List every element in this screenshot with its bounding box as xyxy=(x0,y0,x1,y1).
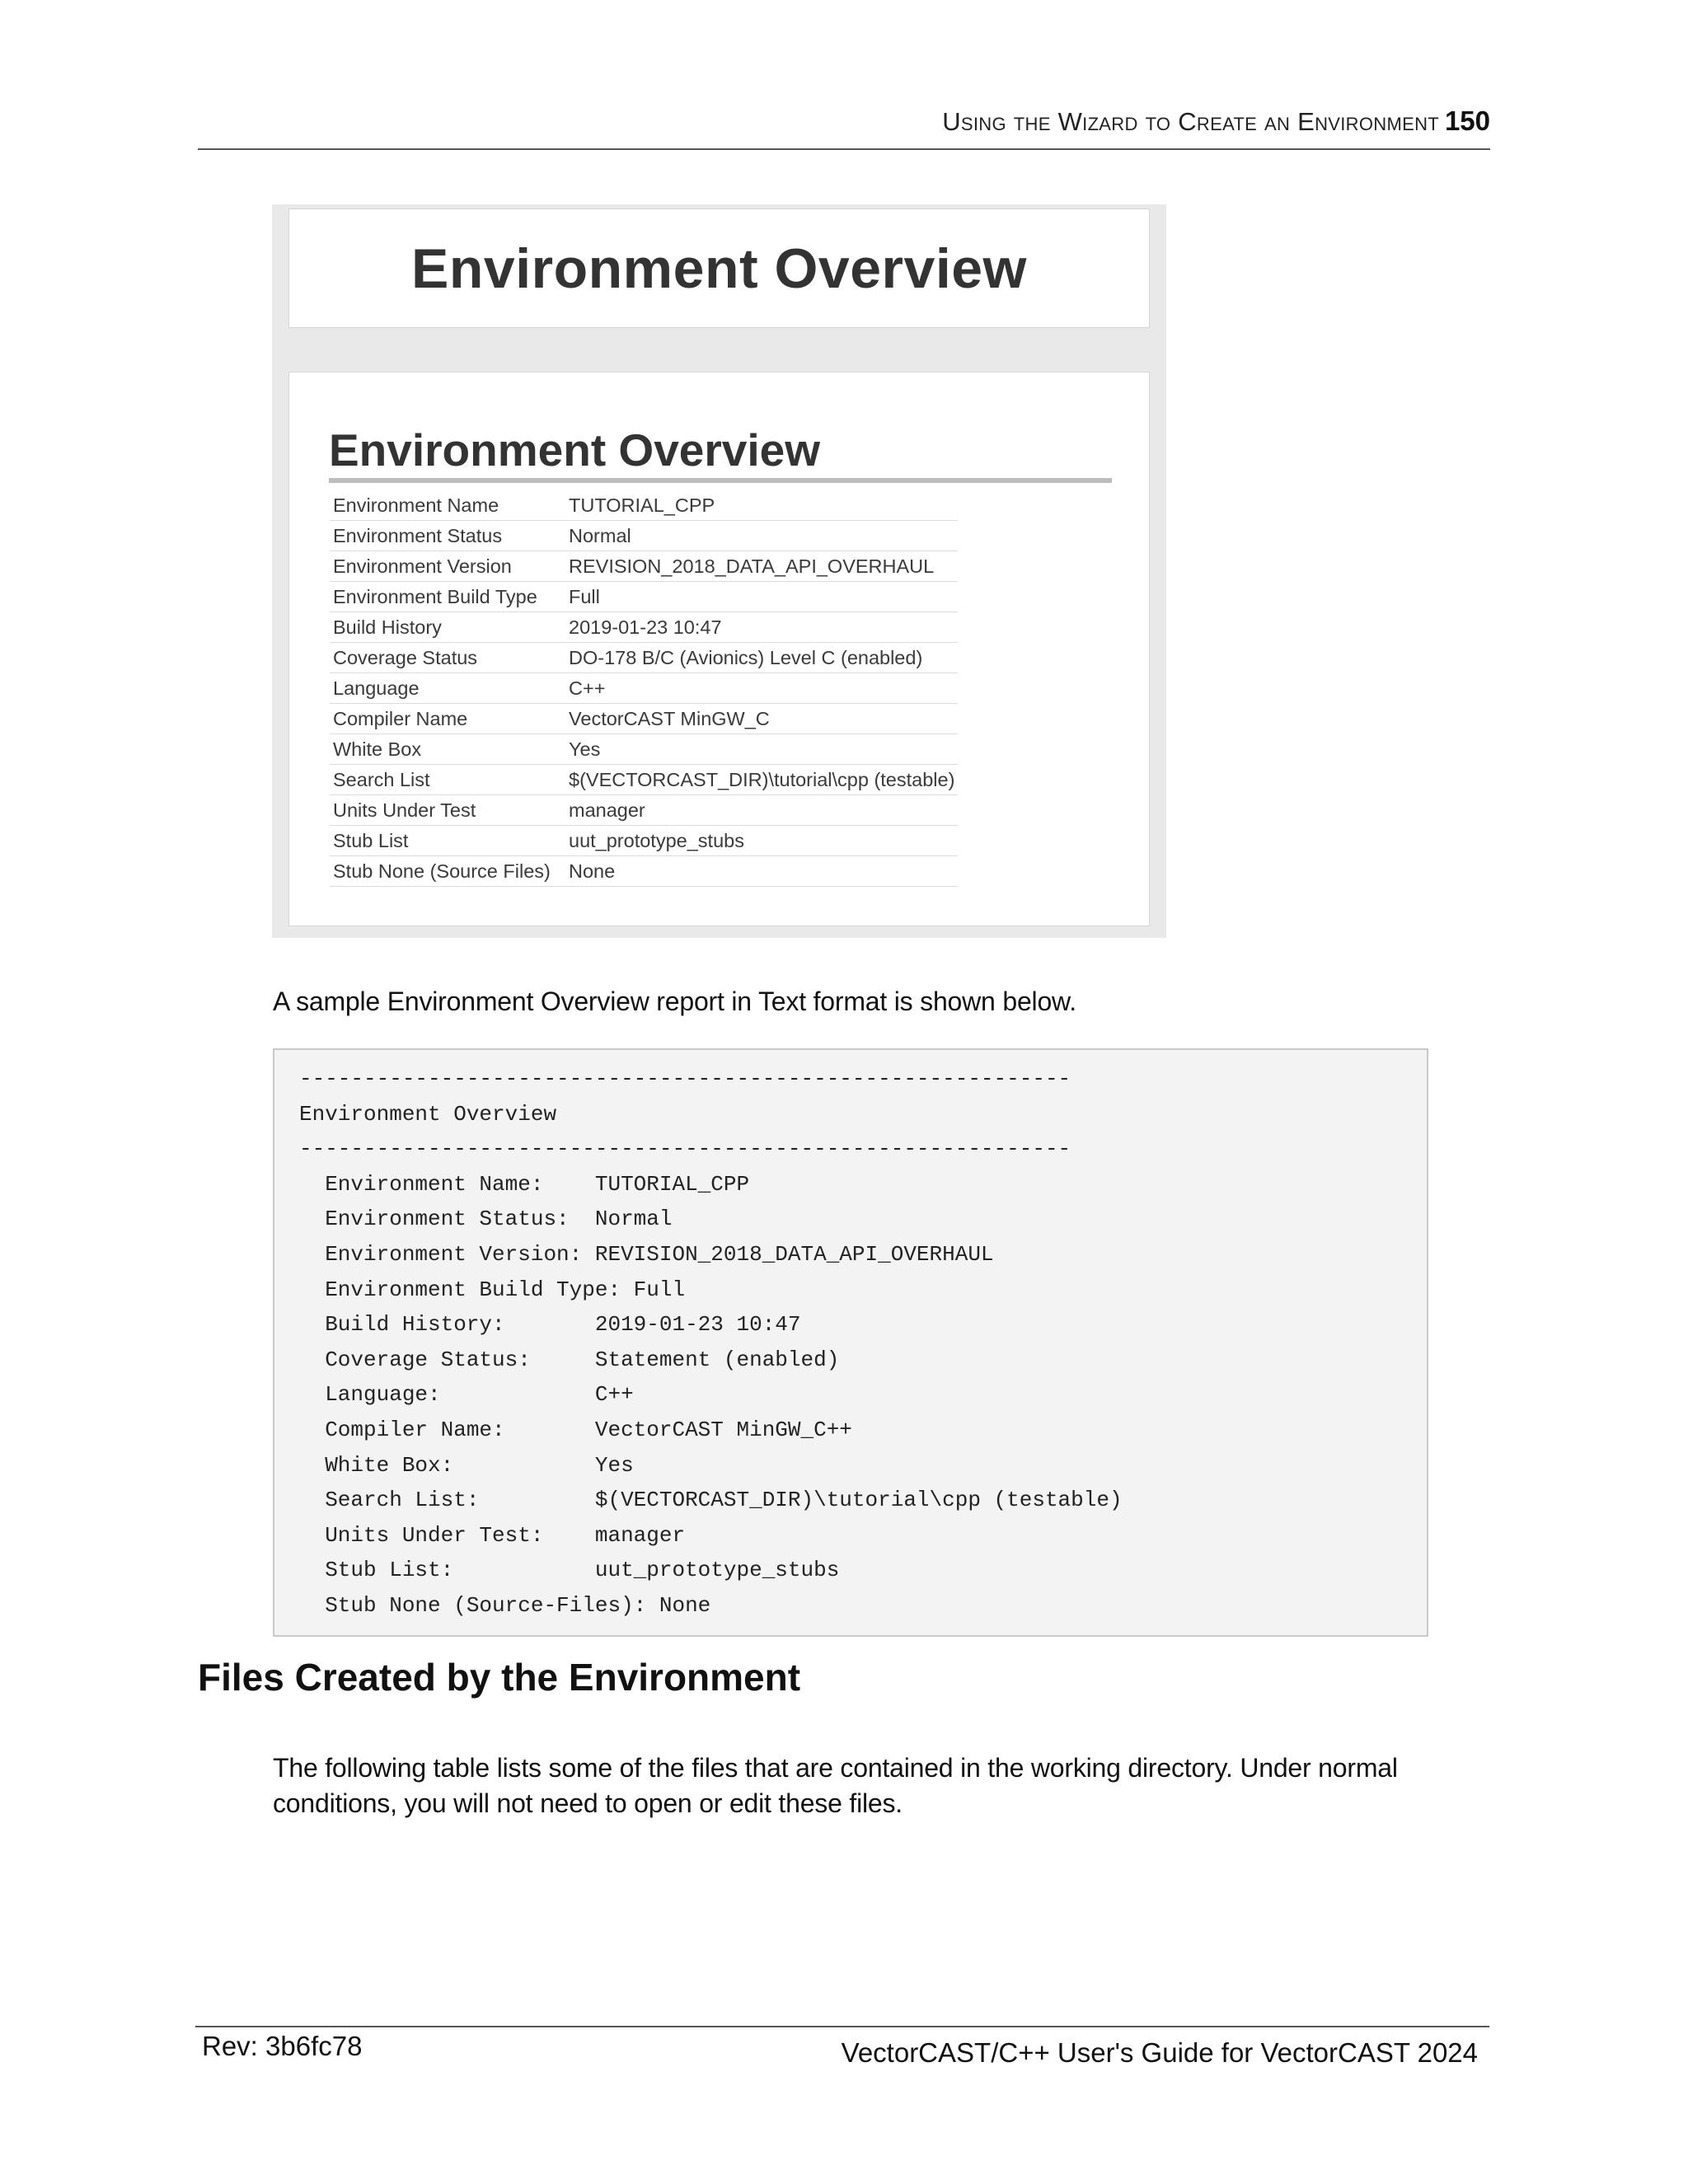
report-screenshot xyxy=(272,204,1166,938)
report-row xyxy=(330,826,958,856)
report-row-value: C++ xyxy=(565,673,958,704)
report-row-key: Units Under Test xyxy=(330,795,565,826)
report-row-value: manager xyxy=(565,795,958,826)
report-table xyxy=(330,490,958,887)
report-row-value: Full xyxy=(565,582,958,612)
report-row xyxy=(330,643,958,673)
report-row xyxy=(330,521,958,551)
page-number: 150 xyxy=(1444,105,1490,136)
running-header-title: Using the Wizard to Create an Environment xyxy=(942,107,1439,136)
report-row xyxy=(330,582,958,612)
report-row-value: $(VECTORCAST_DIR)\tutorial\cpp (testable) xyxy=(565,765,958,795)
report-row xyxy=(330,856,958,887)
report-row-value: Normal xyxy=(565,521,958,551)
report-row xyxy=(330,704,958,734)
report-row-key: Language xyxy=(330,673,565,704)
code-block xyxy=(273,1048,1428,1637)
report-row xyxy=(330,765,958,795)
report-row-value: TUTORIAL_CPP xyxy=(565,490,958,521)
report-row-key: Coverage Status xyxy=(330,643,565,673)
report-row xyxy=(330,551,958,582)
report-row xyxy=(330,795,958,826)
report-row xyxy=(330,734,958,765)
intro-paragraph: A sample Environment Overview report in Text format is shown below. xyxy=(273,987,1076,1016)
report-row xyxy=(330,490,958,521)
report-row-key: Compiler Name xyxy=(330,704,565,734)
report-row-key: Build History xyxy=(330,612,565,643)
report-row-key: Environment Version xyxy=(330,551,565,582)
report-row-key: Environment Name xyxy=(330,490,565,521)
footer-guide-title: VectorCAST/C++ User's Guide for VectorCAST 2024 xyxy=(841,2037,1478,2068)
report-row-key: Environment Status xyxy=(330,521,565,551)
report-row-value: uut_prototype_stubs xyxy=(565,826,958,856)
report-row-value: REVISION_2018_DATA_API_OVERHAUL xyxy=(565,551,958,582)
report-row-value: VectorCAST MinGW_C xyxy=(565,704,958,734)
footer-rule xyxy=(195,2026,1489,2027)
report-row-value: None xyxy=(565,856,958,887)
section-paragraph: The following table lists some of the files that are contained in the working directory. Under normal conditions, you will not need to open or edit these files. xyxy=(273,1753,1398,1818)
report-row-key: Stub None (Source Files) xyxy=(330,856,565,887)
report-row-value: Yes xyxy=(565,734,958,765)
code-text: ------------------------------------------------------------ Environment Overview ------------------------------------------------------------ Environment Name: TUTORIAL_CPP Environment Status: Normal Environment Version: REVISION_2018_DATA_API_OVERHAUL Environment Build Type: Full Build History: 2019-01-23 10:47 Coverage Status: Statement (enabled) Language: C++ Compiler Name: VectorCAST MinGW_C++ White Box: Yes Search List: $(VECTORCAST_DIR)\tutorial\cpp (testable) Units Under Test: manager Stub List: uut_prototype_stubs Stub None (Source-Files): None xyxy=(299,1066,1123,1618)
report-row-key: Search List xyxy=(330,765,565,795)
report-row xyxy=(330,673,958,704)
footer-revision: Rev: 3b6fc78 xyxy=(202,2031,363,2061)
report-row-value: DO-178 B/C (Avionics) Level C (enabled) xyxy=(565,643,958,673)
section-heading: Files Created by the Environment xyxy=(198,1656,801,1699)
report-row-value: 2019-01-23 10:47 xyxy=(565,612,958,643)
report-row-key: Environment Build Type xyxy=(330,582,565,612)
report-panel xyxy=(288,372,1150,926)
page-header xyxy=(198,105,1490,150)
report-title: Environment Overview xyxy=(411,237,1027,300)
report-row-key: White Box xyxy=(330,734,565,765)
report-section-heading: Environment Overview xyxy=(329,424,1112,483)
report-row-key: Stub List xyxy=(330,826,565,856)
report-title-panel xyxy=(288,209,1150,328)
report-row xyxy=(330,612,958,643)
